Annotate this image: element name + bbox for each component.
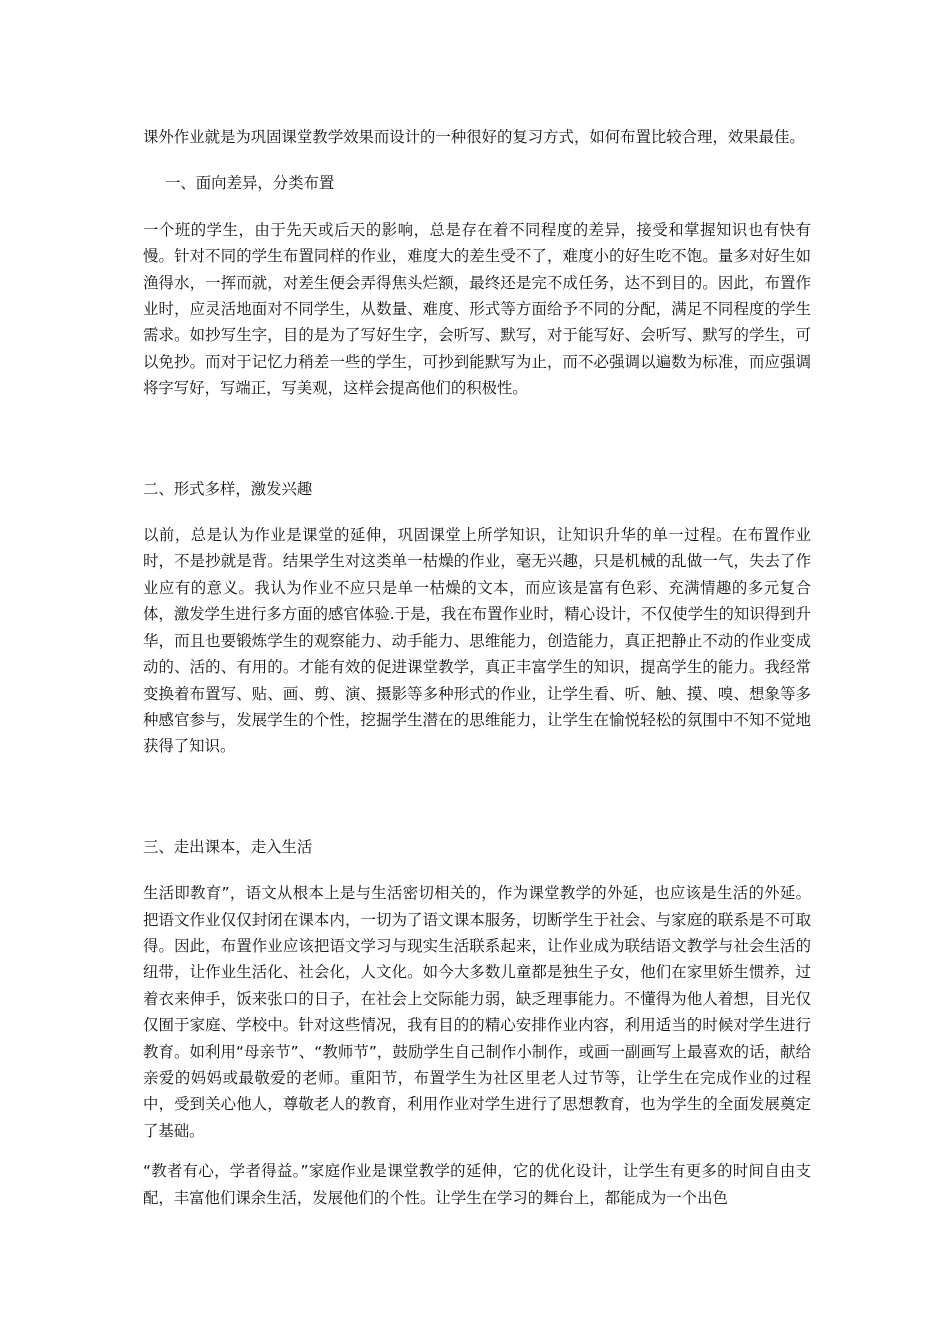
section-1-heading: 一、面向差异，分类布置 xyxy=(165,174,335,193)
section-3-body: 生活即教育”，语文从根本上是与生活密切相关的，作为课堂教学的外延，也应该是生活的外延。把语文作业仅仅封闭在课本内，一切为了语文课本服务，切断学生于社会、与家庭的联系是不可取得。因此，布置作业应该把语文学习与现实生活联系起来，让作业成为联结语文教学与社会生活的纽带，让作业生活化、社会化，人文化。如今大多数儿童都是独生子女，他们在家里娇生惯养，过着衣来伸手，饭来张口的日子，在社会上交际能力弱，缺乏理事能力。不懂得为他人着想，目光仅仅囿于家庭、学校中。针对这些情况，我有目的的精心安排作业内容，利用适当的时候对学生进行教育。如利用“母亲节”、“教师节”，鼓励学生自己制作小制作，或画一副画写上最喜欢的话，献给亲爱的妈妈或最敬爱的老师。重阳节，布置学生为社区里老人过节等，让学生在完成作业的过程中，受到关心他人，尊敬老人的教育，利用作业对学生进行了思想教育，也为学生的全面发展奠定了基础。 xyxy=(143,884,811,1140)
section-2-heading: 二、形式多样，激发兴趣 xyxy=(143,479,313,498)
closing-paragraph: “教者有心，学者得益。”家庭作业是课堂教学的延伸，它的优化设计，让学生有更多的时间自由支配，丰富他们课余生活，发展他们的个性。让学生在学习的舞台上，都能成为一个出色 xyxy=(143,1162,811,1207)
section-3-heading: 三、走出课本，走入生活 xyxy=(143,837,313,856)
intro-paragraph: 课外作业就是为巩固课堂教学效果而设计的一种很好的复习方式，如何布置比较合理，效果最佳。 xyxy=(143,128,805,146)
section-1-body: 一个班的学生，由于先天或后天的影响，总是存在着不同程度的差异，接受和掌握知识也有快有慢。针对不同的学生布置同样的作业，难度大的差生受不了，难度小的好生吃不饱。量多对好生如渔得水，一挥而就，对差生便会弄得焦头烂额，最终还是完不成任务，达不到目的。因此，布置作业时，应灵活地面对不同学生，从数量、难度、形式等方面给予不同的分配，满足不同程度的学生需求。如抄写生字，目的是为了写好生字，会听写、默写，对于能写好、会听写、默写的学生，可以免抄。而对于记忆力稍差一些的学生，可抄到能默写为止，而不必强调以遍数为标准，而应强调将字写好，写端正，写美观，这样会提高他们的积极性。 xyxy=(143,220,811,398)
document-page xyxy=(143,124,811,1211)
section-2-body: 以前，总是认为作业是课堂的延伸，巩固课堂上所学知识，让知识升华的单一过程。在布置作业时，不是抄就是背。结果学生对这类单一枯燥的作业，毫无兴趣，只是机械的乱做一气，失去了作业应有的意义。我认为作业不应只是单一枯燥的文本，而应该是富有色彩、充满情趣的多元复合体，激发学生进行多方面的感官体验.于是，我在布置作业时，精心设计，不仅使学生的知识得到升华，而且也要锻炼学生的观察能力、动手能力、思维能力，创造能力，真正把静止不动的作业变成动的、活的、有用的。才能有效的促进课堂教学，真正丰富学生的知识，提高学生的能力。我经常变换着布置写、贴、画、剪、演、摄影等多种形式的作业，让学生看、听、触、摸、嗅、想象等多种感官参与，发展学生的个性，挖掘学生潜在的思维能力，让学生在愉悦轻松的氛围中不知不觉地获得了知识。 xyxy=(143,526,811,756)
